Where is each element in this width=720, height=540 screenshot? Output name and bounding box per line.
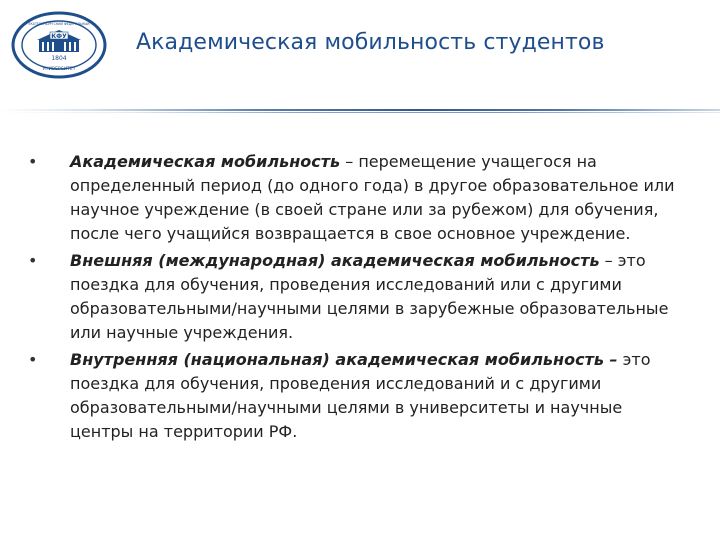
bullet-term: Внешняя (международная) академическая мобильность: [70, 251, 600, 270]
logo-abbrev: КФУ: [51, 33, 67, 40]
university-logo: [10, 10, 108, 80]
bullet-term: Академическая мобильность: [70, 152, 341, 171]
bullet-marker: •: [28, 152, 38, 171]
logo-text-bottom: УНИВЕРСИТЕТ: [42, 67, 76, 72]
bullet-marker: •: [28, 350, 38, 369]
bullet-item: [28, 348, 688, 444]
page-title: Академическая мобильность студентов: [136, 30, 605, 55]
header-divider: [0, 109, 720, 114]
bullet-text: это поездка для обучения, проведения исследований и с другими образовательными/научными целями в университеты и научные центры на территории РФ.: [70, 350, 651, 441]
university-seal-icon: [10, 10, 108, 80]
bullet-text: – это поездка для обучения, проведения исследований или с другими образовательными/научными целями в зарубежные образовательные или научные учреждения.: [70, 251, 669, 342]
bullet-term: Внутренняя (национальная) академическая мобильность –: [70, 350, 618, 369]
bullet-text: – перемещение учащегося на определенный период (до одного года) в другое образовательное или научное учреждение (в своей стране или за рубежом) для обучения, после чего учащийся возвращается в свое основное учреждение.: [70, 152, 675, 243]
bullet-item: [28, 249, 688, 345]
logo-text-top: ЕКАТЕРИНБУРГСКИЙ ФЕДЕРАЛЬНЫЙ: [28, 22, 90, 26]
logo-year: 1804: [51, 55, 67, 62]
bullet-item: [28, 150, 688, 246]
bullet-marker: •: [28, 251, 38, 270]
bullet-list: [28, 150, 688, 447]
